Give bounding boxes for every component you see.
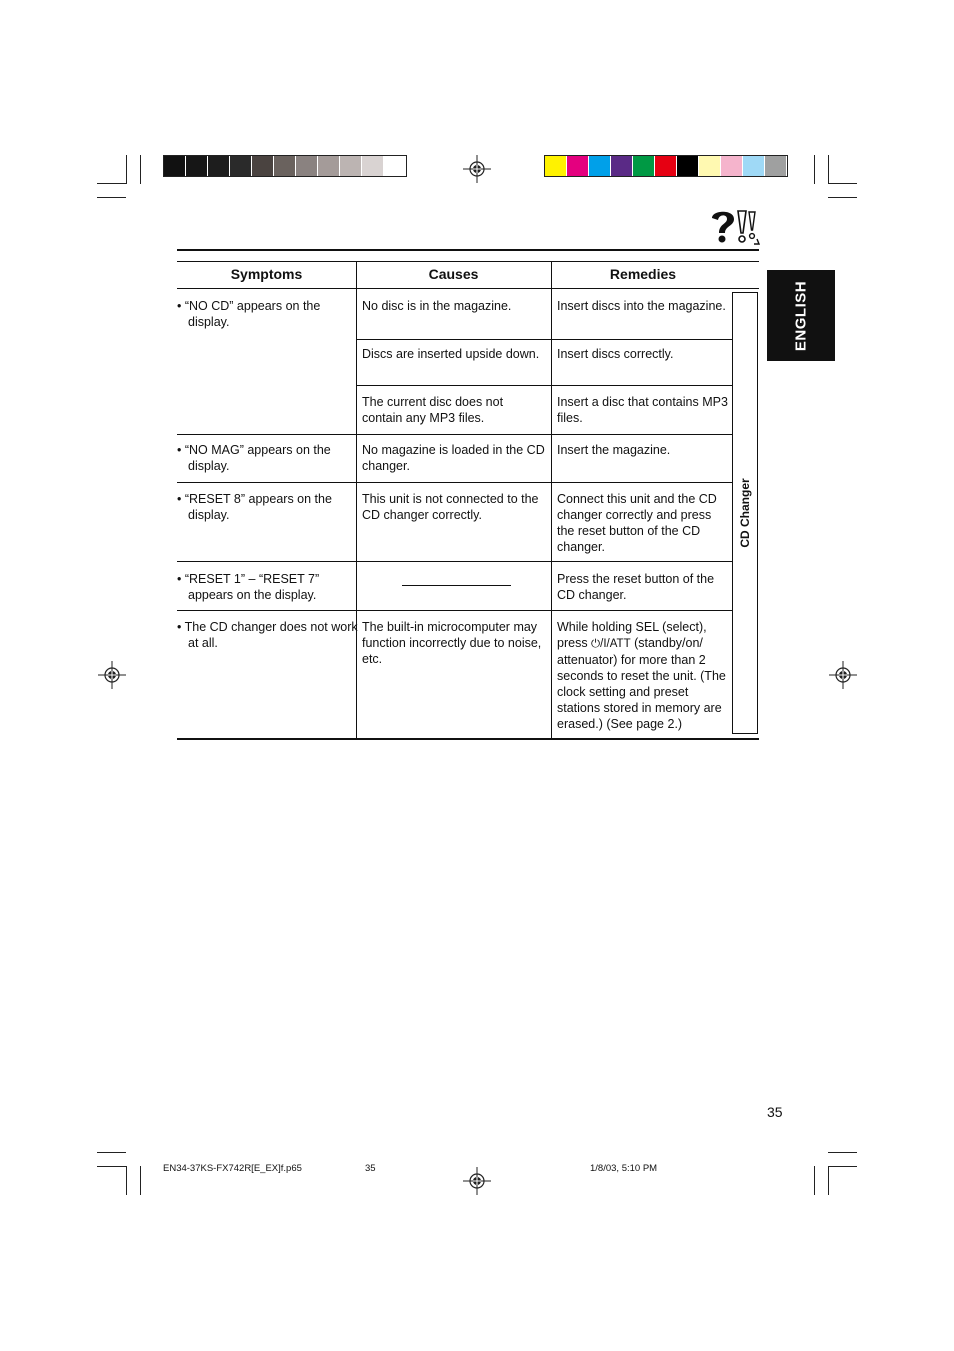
section-side-label-box <box>732 292 758 734</box>
crop-mark <box>97 197 126 198</box>
footer-page: 35 <box>365 1163 376 1174</box>
crop-mark <box>140 155 141 184</box>
remedy-cell: Insert discs into the magazine. <box>557 299 726 313</box>
crop-mark <box>814 1166 815 1195</box>
remedy-cell: Insert a disc that contains MP3 files. <box>557 395 728 425</box>
header-causes: Causes <box>428 266 479 282</box>
crop-mark <box>97 1166 126 1167</box>
remedy-cell: Insert the magazine. <box>557 443 671 457</box>
color-swatch <box>340 156 362 176</box>
color-swatch <box>362 156 384 176</box>
cause-cell: Discs are inserted upside down. <box>362 347 540 361</box>
crop-mark <box>828 155 829 184</box>
color-calibration-bar <box>544 155 788 177</box>
table-top-border <box>177 261 759 262</box>
symptom-cell: • “RESET 8” appears on the display. <box>177 492 332 522</box>
column-divider <box>551 261 552 739</box>
remedy-cell: Press the reset button of the CD changer. <box>557 572 715 602</box>
table-bottom-border <box>177 738 759 740</box>
grayscale-calibration-bar <box>163 155 407 177</box>
color-swatch <box>611 156 633 176</box>
color-swatch <box>633 156 655 176</box>
cause-cell: No magazine is loaded in the CD changer. <box>362 443 545 473</box>
row-divider <box>356 385 732 386</box>
cause-cell: The built-in microcomputer may function incorrectly due to noise, etc. <box>362 620 542 666</box>
registration-mark-icon <box>463 155 491 183</box>
cause-cell: This unit is not connected to the CD changer correctly. <box>362 492 539 522</box>
symptom-cell: • “RESET 1” – “RESET 7” appears on the display. <box>177 572 320 602</box>
color-swatch <box>677 156 699 176</box>
remedy-text: (standby/on/ attenuator) for more than 2 seconds to reset the unit. (The clock setting and preset stations stored in memory are erased.) (See page 2.) <box>557 636 726 731</box>
crop-mark <box>97 183 126 184</box>
color-swatch <box>743 156 765 176</box>
row-divider <box>177 561 732 562</box>
color-swatch <box>721 156 743 176</box>
color-swatch <box>208 156 230 176</box>
crop-mark <box>828 197 857 198</box>
color-swatch <box>699 156 721 176</box>
symptom-cell: • The CD changer does not work at all. <box>177 620 358 650</box>
crop-mark <box>828 183 857 184</box>
color-swatch <box>252 156 274 176</box>
color-swatch <box>384 156 406 176</box>
remedy-cell: Connect this unit and the CD changer correctly and press the reset button of the CD changer. <box>557 492 717 554</box>
crop-mark <box>97 1152 126 1153</box>
registration-mark-icon <box>98 661 126 689</box>
color-swatch <box>164 156 186 176</box>
cause-cell: The current disc does not contain any MP3 files. <box>362 395 504 425</box>
standby-att-button-symbol: ⏻/I/ATT <box>591 638 631 650</box>
header-symptoms: Symptoms <box>230 266 303 282</box>
footer-filename: EN34-37KS-FX742R[E_EX]f.p65 <box>163 1163 302 1174</box>
symptom-cell: • “NO MAG” appears on the display. <box>177 443 331 473</box>
section-side-label: CD Changer <box>738 478 752 548</box>
crop-mark <box>828 1166 829 1195</box>
color-swatch <box>296 156 318 176</box>
registration-mark-icon <box>829 661 857 689</box>
color-swatch <box>589 156 611 176</box>
remedy-cell: Insert discs correctly. <box>557 347 674 361</box>
language-tab <box>767 270 835 361</box>
row-divider <box>177 610 732 611</box>
crop-mark <box>814 155 815 184</box>
symptom-cell: • “NO CD” appears on the display. <box>177 299 321 329</box>
color-swatch <box>567 156 589 176</box>
color-swatch <box>274 156 296 176</box>
header-bottom-border <box>177 288 759 289</box>
crop-mark <box>828 1166 857 1167</box>
row-divider <box>356 339 732 340</box>
no-cause-dash <box>402 585 511 586</box>
row-divider <box>177 482 732 483</box>
cause-cell: No disc is in the magazine. <box>362 299 512 313</box>
crop-mark <box>140 1166 141 1195</box>
color-swatch <box>230 156 252 176</box>
crop-mark <box>126 1166 127 1195</box>
registration-mark-icon <box>463 1167 491 1195</box>
footer-date: 1/8/03, 5:10 PM <box>590 1163 658 1174</box>
color-swatch <box>318 156 340 176</box>
page-number: 35 <box>767 1104 783 1120</box>
crop-mark <box>126 155 127 184</box>
header-remedies: Remedies <box>609 266 677 282</box>
row-divider <box>177 434 732 435</box>
top-rule <box>177 249 759 251</box>
remedy-cell <box>557 619 729 732</box>
color-swatch <box>186 156 208 176</box>
color-swatch <box>655 156 677 176</box>
crop-mark <box>828 1152 857 1153</box>
question-exclamation-icon <box>708 208 760 246</box>
color-swatch <box>765 156 787 176</box>
remedy-text: While holding SEL (select), press <box>557 620 707 650</box>
language-tab-label: ENGLISH <box>792 280 810 351</box>
color-swatch <box>545 156 567 176</box>
